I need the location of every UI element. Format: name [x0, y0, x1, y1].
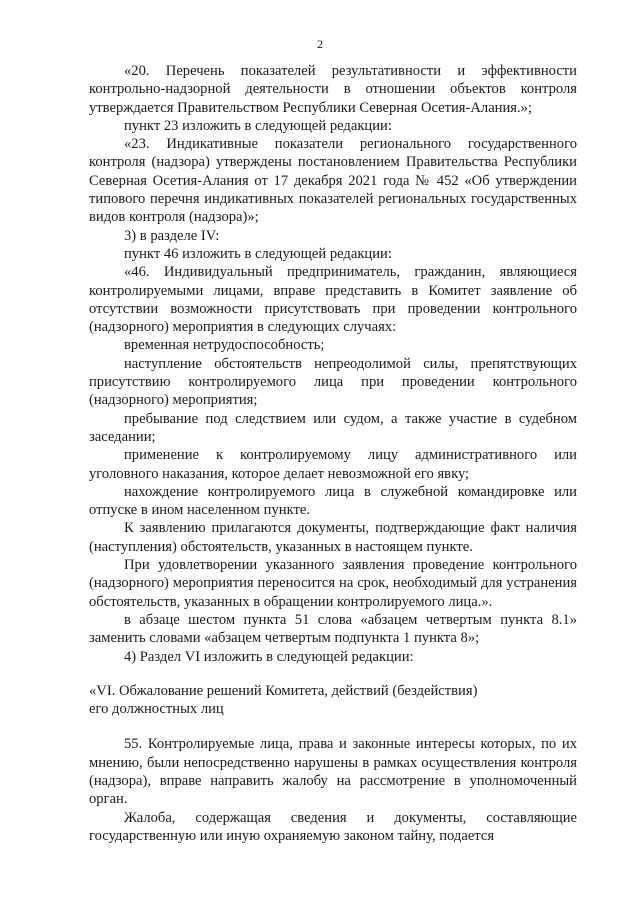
paragraph: пункт 46 изложить в следующей редакции:	[124, 245, 392, 262]
paragraph: 3) в разделе IV:	[124, 227, 220, 244]
paragraph: в абзаце шестом пункта 51 слова «абзацем четвертым пункта 8.1» заменить словами «абзацем четвертым подпункта 1 пункта 8»;	[89, 611, 577, 647]
paragraph: «23. Индикативные показатели регионального государственного контроля (надзора) утверждены постановлением Правительства Республики Северная Осетия-Алания от 17 декабря 2021 года № 452 «Об утверждении типового перечня индикативных показателей региональных государственных видов контроля (надзора)»;	[89, 136, 577, 226]
document-body	[89, 62, 577, 845]
section-heading	[89, 682, 577, 719]
paragraph: При удовлетворении указанного заявления проведение контрольного (надзорного) мероприятия переносится на срок, необходимый для устранения обстоятельств, указанных в обращении контролируемого лица.».	[89, 557, 577, 610]
page-number: 2	[317, 37, 323, 51]
paragraph: 4) Раздел VI изложить в следующей редакции:	[124, 648, 414, 665]
paragraph: «46. Индивидуальный предприниматель, гражданин, являющиеся контролируемыми лицами, вправе представить в Комитет заявление об отсутствии возможности присутствовать при проведении контрольного (надзорного) мероприятия в следующих случаях:	[89, 264, 577, 336]
paragraph: пребывание под следствием или судом, а также участие в судебном заседании;	[89, 410, 577, 445]
paragraph: применение к контролируемому лицу административного или уголовного наказания, которое делает невозможной его явку;	[89, 447, 577, 482]
paragraph: «20. Перечень показателей результативности и эффективности контрольно-надзорной деятельности в отношении объектов контроля утверждается Правительством Республики Северная Осетия-Алания.»;	[89, 63, 577, 116]
paragraph: наступление обстоятельств непреодолимой силы, препятствующих присутствию контролируемого лица при проведении контрольного (надзорного) мероприятия;	[89, 355, 577, 409]
section-heading-line: «VI. Обжалование решений Комитета, действий (бездействия)	[89, 682, 478, 699]
section-heading-line: его должностных лиц	[89, 701, 224, 718]
paragraph: нахождение контролируемого лица в служебной командировке или отпуске в ином населенном пункте.	[89, 483, 577, 519]
paragraph: пункт 23 изложить в следующей редакции:	[124, 117, 392, 134]
paragraph: К заявлению прилагаются документы, подтверждающие факт наличия (наступления) обстоятельств, указанных в настоящем пункте.	[89, 520, 577, 555]
paragraph: 55. Контролируемые лица, права и законные интересы которых, по их мнению, были непосредственно нарушены в рамках осуществления контроля (надзора), вправе направить жалобу на рассмотрение в уполномоченный орган.	[89, 736, 577, 808]
paragraph: временная нетрудоспособность;	[124, 337, 325, 354]
paragraph: Жалоба, содержащая сведения и документы, составляющие государственную или иную охраняемую законом тайну, подается	[89, 809, 577, 844]
